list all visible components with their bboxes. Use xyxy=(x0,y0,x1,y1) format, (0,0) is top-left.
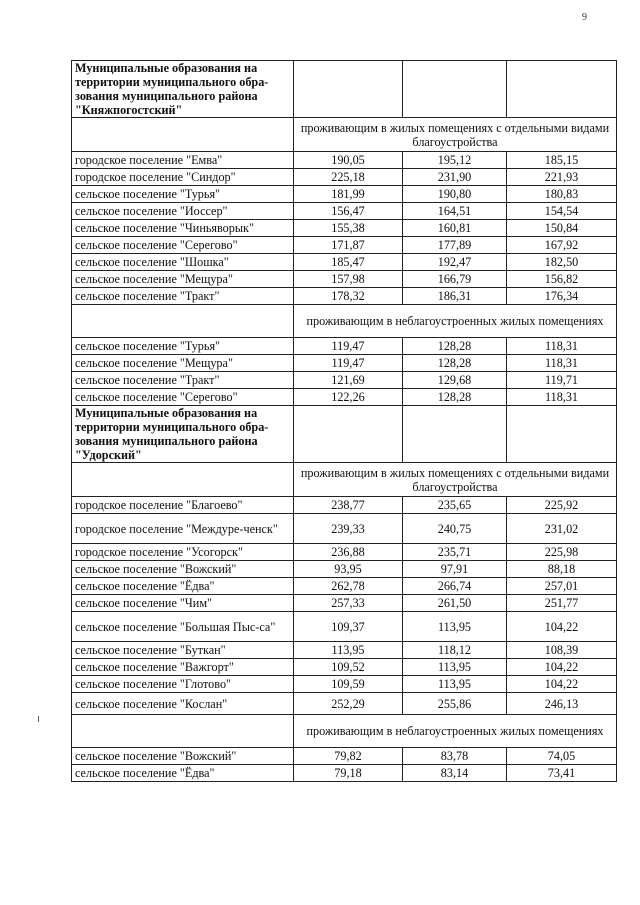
empty-cell xyxy=(294,61,403,118)
table-row xyxy=(72,544,617,561)
value-cell-3: 251,77 xyxy=(507,595,617,612)
municipality-name: городское поселение "Емва" xyxy=(72,152,294,169)
value-cell-3: 257,01 xyxy=(507,578,617,595)
empty-cell xyxy=(72,463,294,497)
value-cell-3: 185,15 xyxy=(507,152,617,169)
value-cell-3: 104,22 xyxy=(507,612,617,642)
value-cell-1: 79,82 xyxy=(294,748,403,765)
table-row xyxy=(72,355,617,372)
municipality-name: сельское поселение "Тракт" xyxy=(72,372,294,389)
table-row xyxy=(72,578,617,595)
value-cell-1: 93,95 xyxy=(294,561,403,578)
table-row xyxy=(72,254,617,271)
value-cell-1: 79,18 xyxy=(294,765,403,782)
value-cell-2: 192,47 xyxy=(403,254,507,271)
municipality-name: сельское поселение "Серегово" xyxy=(72,389,294,406)
municipality-name: сельское поселение "Мещура" xyxy=(72,355,294,372)
value-cell-2: 235,65 xyxy=(403,497,507,514)
value-cell-2: 164,51 xyxy=(403,203,507,220)
municipality-name: сельское поселение "Вожский" xyxy=(72,748,294,765)
empty-cell xyxy=(507,406,617,463)
table-row xyxy=(72,220,617,237)
table-row xyxy=(72,642,617,659)
municipality-name: сельское поселение "Шошка" xyxy=(72,254,294,271)
group-subheading: проживающим в неблагоустроенных жилых помещениях xyxy=(294,715,617,748)
group-subheading: проживающим в жилых помещениях с отдельными видами благоустройства xyxy=(294,118,617,152)
section-header-row xyxy=(72,406,617,463)
municipality-name: сельское поселение "Важгорт" xyxy=(72,659,294,676)
table-row xyxy=(72,288,617,305)
value-cell-1: 178,32 xyxy=(294,288,403,305)
section-title: Муниципальные образования на территории муниципального обра-зования муниципального района "Княжпогостский" xyxy=(72,61,294,118)
municipality-name: сельское поселение "Чиньяворык" xyxy=(72,220,294,237)
value-cell-1: 122,26 xyxy=(294,389,403,406)
municipality-name: городское поселение "Синдор" xyxy=(72,169,294,186)
value-cell-3: 108,39 xyxy=(507,642,617,659)
table-row xyxy=(72,693,617,715)
value-cell-1: 262,78 xyxy=(294,578,403,595)
value-cell-2: 128,28 xyxy=(403,355,507,372)
group-subheading: проживающим в неблагоустроенных жилых помещениях xyxy=(294,305,617,338)
value-cell-1: 181,99 xyxy=(294,186,403,203)
municipality-name: сельское поселение "Турья" xyxy=(72,186,294,203)
empty-cell xyxy=(294,406,403,463)
value-cell-3: 180,83 xyxy=(507,186,617,203)
value-cell-3: 167,92 xyxy=(507,237,617,254)
value-cell-2: 240,75 xyxy=(403,514,507,544)
empty-cell xyxy=(72,715,294,748)
value-cell-1: 109,37 xyxy=(294,612,403,642)
table-row xyxy=(72,561,617,578)
empty-cell xyxy=(72,118,294,152)
table-row xyxy=(72,659,617,676)
municipality-name: сельское поселение "Чим" xyxy=(72,595,294,612)
empty-cell xyxy=(507,61,617,118)
municipality-name: сельское поселение "Большая Пыс-са" xyxy=(72,612,294,642)
value-cell-1: 156,47 xyxy=(294,203,403,220)
table-row xyxy=(72,595,617,612)
page-number: 9 xyxy=(582,12,587,23)
table-row xyxy=(72,203,617,220)
value-cell-2: 97,91 xyxy=(403,561,507,578)
value-cell-1: 190,05 xyxy=(294,152,403,169)
municipality-name: сельское поселение "Ёдва" xyxy=(72,578,294,595)
value-cell-3: 118,31 xyxy=(507,338,617,355)
municipality-name: городское поселение "Междуре-ченск" xyxy=(72,514,294,544)
value-cell-2: 266,74 xyxy=(403,578,507,595)
value-cell-3: 176,34 xyxy=(507,288,617,305)
empty-cell xyxy=(72,305,294,338)
municipality-name: сельское поселение "Кослан" xyxy=(72,693,294,715)
municipality-name: сельское поселение "Иоссер" xyxy=(72,203,294,220)
municipality-name: сельское поселение "Ёдва" xyxy=(72,765,294,782)
value-cell-3: 104,22 xyxy=(507,659,617,676)
value-cell-3: 88,18 xyxy=(507,561,617,578)
table-row xyxy=(72,372,617,389)
subheading-row xyxy=(72,305,617,338)
value-cell-2: 231,90 xyxy=(403,169,507,186)
municipality-name: сельское поселение "Серегово" xyxy=(72,237,294,254)
value-cell-1: 119,47 xyxy=(294,355,403,372)
value-cell-2: 235,71 xyxy=(403,544,507,561)
value-cell-3: 225,92 xyxy=(507,497,617,514)
value-cell-3: 231,02 xyxy=(507,514,617,544)
value-cell-1: 185,47 xyxy=(294,254,403,271)
value-cell-2: 128,28 xyxy=(403,338,507,355)
value-cell-2: 177,89 xyxy=(403,237,507,254)
value-cell-1: 113,95 xyxy=(294,642,403,659)
value-cell-2: 160,81 xyxy=(403,220,507,237)
value-cell-2: 118,12 xyxy=(403,642,507,659)
value-cell-2: 190,80 xyxy=(403,186,507,203)
value-cell-3: 73,41 xyxy=(507,765,617,782)
table-row xyxy=(72,765,617,782)
value-cell-2: 195,12 xyxy=(403,152,507,169)
value-cell-3: 119,71 xyxy=(507,372,617,389)
table-row xyxy=(72,676,617,693)
table-row xyxy=(72,271,617,288)
value-cell-1: 238,77 xyxy=(294,497,403,514)
value-cell-1: 119,47 xyxy=(294,338,403,355)
municipality-name: сельское поселение "Вожский" xyxy=(72,561,294,578)
municipality-name: сельское поселение "Турья" xyxy=(72,338,294,355)
value-cell-1: 236,88 xyxy=(294,544,403,561)
municipality-name: городское поселение "Благоево" xyxy=(72,497,294,514)
table-row xyxy=(72,514,617,544)
table-row xyxy=(72,497,617,514)
value-cell-1: 157,98 xyxy=(294,271,403,288)
value-cell-1: 225,18 xyxy=(294,169,403,186)
value-cell-2: 261,50 xyxy=(403,595,507,612)
value-cell-2: 113,95 xyxy=(403,612,507,642)
municipality-name: сельское поселение "Глотово" xyxy=(72,676,294,693)
value-cell-2: 129,68 xyxy=(403,372,507,389)
value-cell-2: 166,79 xyxy=(403,271,507,288)
value-cell-3: 74,05 xyxy=(507,748,617,765)
value-cell-3: 246,13 xyxy=(507,693,617,715)
section-title: Муниципальные образования на территории муниципального обра-зования муниципального района "Удорский" xyxy=(72,406,294,463)
value-cell-3: 104,22 xyxy=(507,676,617,693)
municipality-name: сельское поселение "Мещура" xyxy=(72,271,294,288)
subheading-row xyxy=(72,118,617,152)
table-row xyxy=(72,237,617,254)
municipality-name: сельское поселение "Буткан" xyxy=(72,642,294,659)
table-row xyxy=(72,612,617,642)
value-cell-2: 113,95 xyxy=(403,676,507,693)
table-row xyxy=(72,186,617,203)
value-cell-2: 83,14 xyxy=(403,765,507,782)
table-row xyxy=(72,748,617,765)
group-subheading: проживающим в жилых помещениях с отдельными видами благоустройства xyxy=(294,463,617,497)
value-cell-3: 225,98 xyxy=(507,544,617,561)
tariff-table xyxy=(71,60,617,782)
value-cell-3: 118,31 xyxy=(507,389,617,406)
value-cell-2: 113,95 xyxy=(403,659,507,676)
section-header-row xyxy=(72,61,617,118)
value-cell-1: 121,69 xyxy=(294,372,403,389)
table-row xyxy=(72,389,617,406)
empty-cell xyxy=(403,61,507,118)
value-cell-2: 83,78 xyxy=(403,748,507,765)
value-cell-1: 171,87 xyxy=(294,237,403,254)
value-cell-1: 155,38 xyxy=(294,220,403,237)
municipality-name: сельское поселение "Тракт" xyxy=(72,288,294,305)
value-cell-1: 257,33 xyxy=(294,595,403,612)
table-row xyxy=(72,338,617,355)
value-cell-1: 252,29 xyxy=(294,693,403,715)
value-cell-3: 150,84 xyxy=(507,220,617,237)
scan-mark xyxy=(38,716,39,722)
table-row xyxy=(72,152,617,169)
value-cell-3: 221,93 xyxy=(507,169,617,186)
empty-cell xyxy=(403,406,507,463)
municipality-name: городское поселение "Усогорск" xyxy=(72,544,294,561)
value-cell-1: 239,33 xyxy=(294,514,403,544)
value-cell-3: 118,31 xyxy=(507,355,617,372)
subheading-row xyxy=(72,463,617,497)
subheading-row xyxy=(72,715,617,748)
table-row xyxy=(72,169,617,186)
value-cell-3: 182,50 xyxy=(507,254,617,271)
value-cell-2: 186,31 xyxy=(403,288,507,305)
value-cell-3: 154,54 xyxy=(507,203,617,220)
value-cell-2: 255,86 xyxy=(403,693,507,715)
value-cell-1: 109,59 xyxy=(294,676,403,693)
value-cell-1: 109,52 xyxy=(294,659,403,676)
value-cell-3: 156,82 xyxy=(507,271,617,288)
tariff-table-body xyxy=(72,61,617,782)
value-cell-2: 128,28 xyxy=(403,389,507,406)
